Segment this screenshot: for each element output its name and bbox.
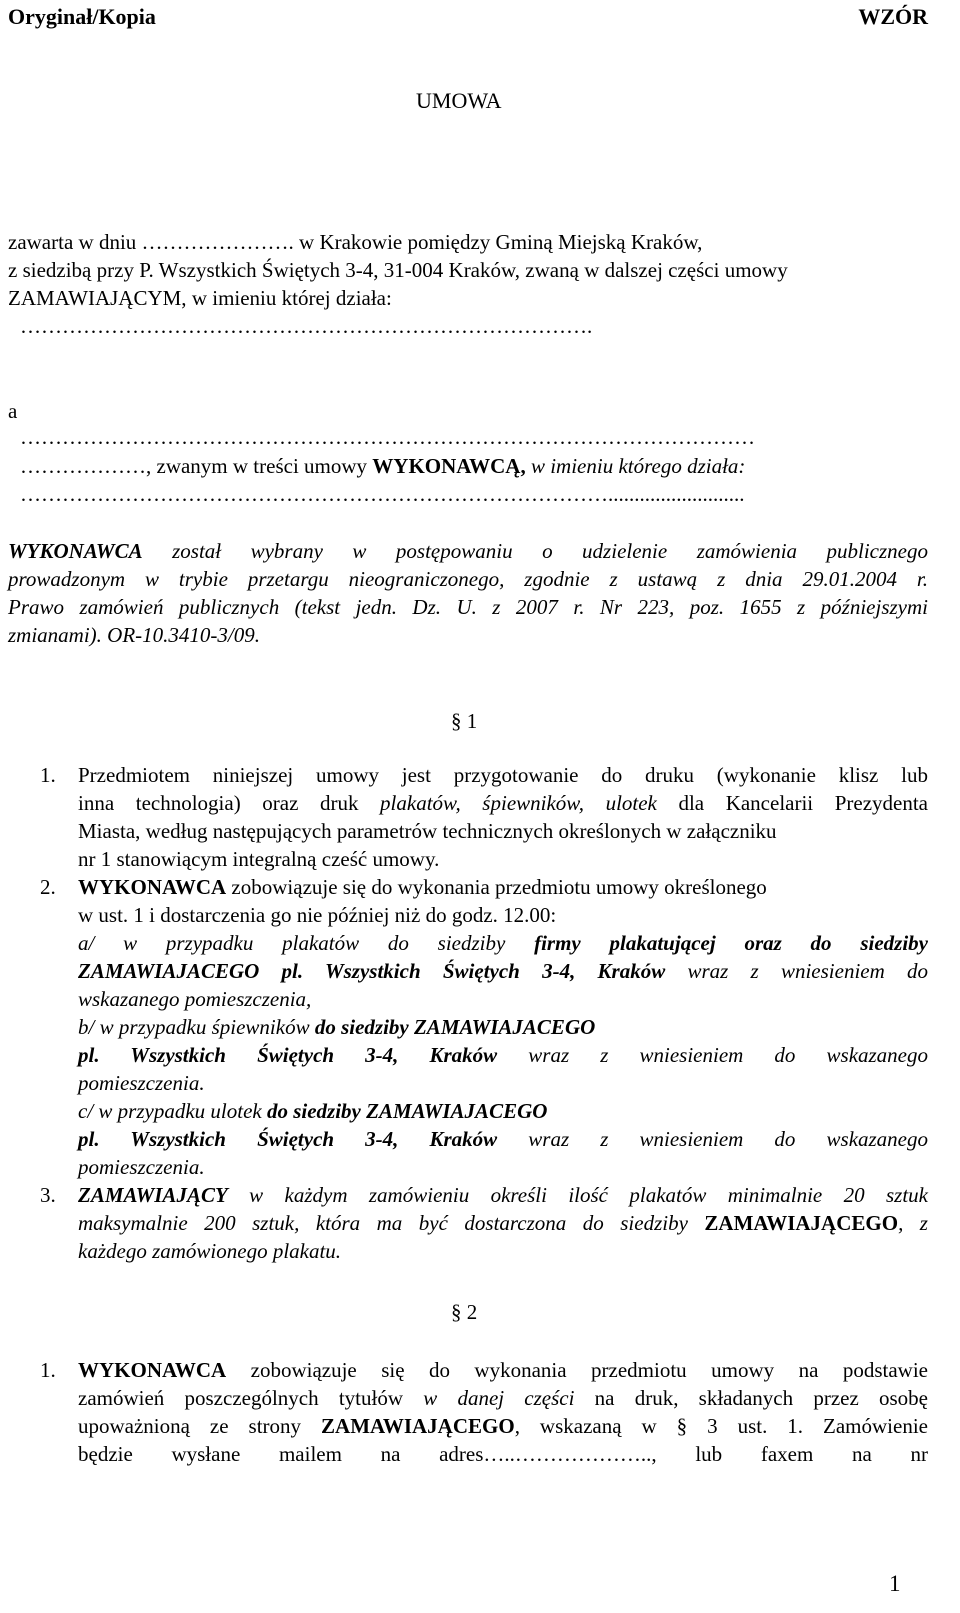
paragraph-line: każdego zamówionego plakatu.	[78, 1239, 342, 1263]
party-name: ZAMAWIAJĄCYM,	[8, 286, 187, 310]
paragraph-line: pomieszczenia.	[78, 1155, 205, 1179]
paragraph-line: nr 1 stanowiącym integralną cześć umowy.	[78, 847, 440, 871]
dotted-line: ……………………………………………………………………………………………	[20, 425, 755, 449]
intro-line: ZAMAWIAJĄCYM, w imieniu której działa:	[8, 286, 392, 310]
paragraph-line: wskazanego pomieszczenia,	[78, 987, 312, 1011]
paragraph-line: Przedmiotem niniejszej umowy jest przygotowanie do druku (wykonanie klisz lub	[78, 763, 928, 787]
item-number: 2.	[40, 875, 56, 899]
paragraph-line: WYKONAWCA zobowiązuje się do wykonania przedmiotu umowy określonego	[78, 875, 767, 899]
paragraph-line: w ust. 1 i dostarczenia go nie później niż do godz. 12.00:	[78, 903, 557, 927]
intro-line: z siedzibą przy P. Wszystkich Świętych 3-4, 31-004 Kraków, zwaną w dalszej części umowy	[8, 258, 788, 282]
paragraph-line: b/ w przypadku śpiewników do siedziby ZAMAWIAJACEGO	[78, 1015, 596, 1039]
paragraph-line: c/ w przypadku ulotek do siedziby ZAMAWIAJACEGO	[78, 1099, 548, 1123]
paragraph-line: Miasta, według następujących parametrów technicznych określonych w załączniku	[78, 819, 777, 843]
header-right: WZÓR	[858, 4, 928, 29]
page-number: 1	[889, 1571, 901, 1596]
paragraph-line: a/ w przypadku plakatów do siedziby firmy plakatującej oraz do siedziby	[78, 931, 928, 955]
intro-line: zawarta w dniu …………………. w Krakowie pomiędzy Gminą Miejską Kraków,	[8, 230, 703, 254]
intro-line: a	[8, 399, 18, 423]
section-heading: § 2	[451, 1300, 478, 1324]
paragraph-line: pomieszczenia.	[78, 1071, 205, 1095]
item-number: 1.	[40, 1358, 56, 1382]
intro-line: ………………, zwanym w treści umowy WYKONAWCĄ, w imieniu którego działa:	[20, 454, 746, 478]
paragraph-line: upoważnioną ze strony ZAMAWIAJĄCEGO, wskazaną w § 3 ust. 1. Zamówienie	[78, 1414, 928, 1438]
paragraph-line: pl. Wszystkich Świętych 3-4, Kraków wraz z wniesieniem do wskazanego	[78, 1043, 929, 1067]
document-title: UMOWA	[416, 88, 502, 113]
header-left: Oryginał/Kopia	[8, 4, 156, 29]
paragraph-line: maksymalnie 200 sztuk, która ma być dostarczona do siedziby ZAMAWIAJĄCEGO, z	[78, 1211, 928, 1235]
dotted-line: …………………………………………………………………………..........................	[20, 482, 745, 506]
item-number: 1.	[40, 763, 56, 787]
paragraph-line: ZAMAWIAJACEGO pl. Wszystkich Świętych 3-4, Kraków wraz z wniesieniem do	[78, 959, 928, 983]
paragraph-line: WYKONAWCA został wybrany w postępowaniu o udzielenie zamówienia publicznego	[8, 539, 928, 563]
paragraph-line: będzie wysłane mailem na adres…..……………….., lub faxem na nr	[78, 1442, 928, 1466]
section-heading: § 1	[451, 709, 478, 733]
paragraph-line: pl. Wszystkich Świętych 3-4, Kraków wraz z wniesieniem do wskazanego	[78, 1127, 929, 1151]
dotted-line: ……………………………………………………………………….	[20, 314, 593, 338]
paragraph-line: prowadzonym w trybie przetargu nieograniczonego, zgodnie z ustawą z dnia 29.01.2004 r.	[8, 567, 928, 591]
item-number: 3.	[40, 1183, 56, 1207]
paragraph-line: inna technologia) oraz druk plakatów, śpiewników, ulotek dla Kancelarii Prezydenta	[78, 791, 929, 815]
paragraph-line: zamówień poszczególnych tytułów w danej części na druk, składanych przez osobę	[78, 1386, 928, 1410]
paragraph-line: Prawo zamówień publicznych (tekst jedn. Dz. U. z 2007 r. Nr 223, poz. 1655 z późniejszymi	[8, 595, 928, 619]
paragraph-line: WYKONAWCA zobowiązuje się do wykonania przedmiotu umowy na podstawie	[78, 1358, 928, 1382]
party-name: WYKONAWCĄ,	[372, 454, 526, 478]
paragraph-line: zmianami). OR-10.3410-3/09.	[8, 623, 260, 647]
paragraph-line: ZAMAWIAJĄCY w każdym zamówieniu określi ilość plakatów minimalnie 20 sztuk	[78, 1183, 928, 1207]
